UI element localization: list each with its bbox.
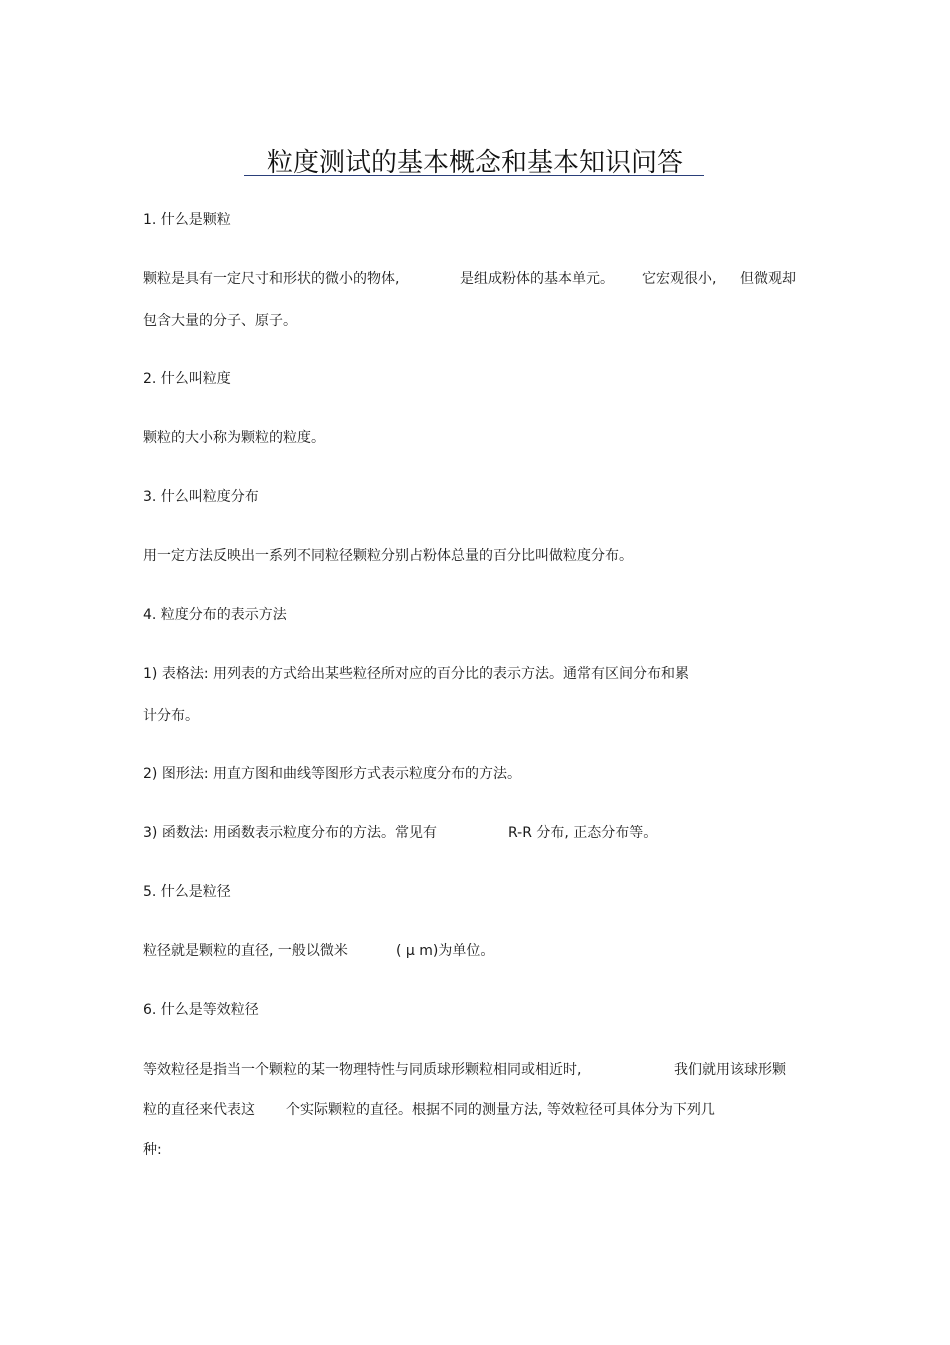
answer-1-segment-4: 但微观却	[740, 271, 796, 287]
answer-1-segment-3: 它宏观很小,	[642, 271, 717, 287]
answer-6-line-1-segment-1: 等效粒径是指当一个颗粒的某一物理特性与同质球形颗粒相同或相近时,	[143, 1062, 582, 1078]
item-3-segment-1: 3) 函数法: 用函数表示粒度分布的方法。常见有	[143, 825, 437, 841]
answer-6-line-2-segment-1: 粒的直径来代表这	[143, 1102, 255, 1118]
question-5-heading: 5. 什么是粒径	[143, 884, 231, 900]
question-2-heading: 2. 什么叫粒度	[143, 371, 231, 387]
question-5-answer	[143, 941, 543, 961]
question-6-answer-line-1	[143, 1060, 803, 1080]
question-1-answer-line-2: 包含大量的分子、原子。	[143, 313, 297, 329]
question-6-answer-line-3: 种:	[143, 1142, 162, 1158]
answer-5-segment-1: 粒径就是颗粒的直径, 一般以微米	[143, 943, 348, 959]
answer-5-segment-2: ( μ m)为单位。	[396, 943, 495, 959]
question-1-heading: 1. 什么是颗粒	[143, 212, 231, 228]
document-title: 粒度测试的基本概念和基本知识问答	[266, 148, 683, 178]
answer-1-segment-1: 颗粒是具有一定尺寸和形状的微小的物体,	[143, 271, 400, 287]
question-6-heading: 6. 什么是等效粒径	[143, 1002, 259, 1018]
question-6-answer-line-2	[143, 1100, 763, 1120]
question-4-item-3	[143, 823, 703, 843]
question-3-heading: 3. 什么叫粒度分布	[143, 489, 259, 505]
title-underline	[244, 175, 704, 176]
item-3-segment-2: R-R 分布, 正态分布等。	[508, 825, 658, 841]
question-4-item-1-line-1: 1) 表格法: 用列表的方式给出某些粒径所对应的百分比的表示方法。通常有区间分布和累	[143, 666, 689, 682]
question-2-answer: 颗粒的大小称为颗粒的粒度。	[143, 430, 325, 446]
question-4-item-1-line-2: 计分布。	[143, 708, 199, 724]
question-1-answer-line-1	[143, 269, 813, 289]
answer-1-segment-2: 是组成粉体的基本单元。	[460, 271, 614, 287]
question-3-answer: 用一定方法反映出一系列不同粒径颗粒分别占粉体总量的百分比叫做粒度分布。	[143, 548, 633, 564]
question-4-heading: 4. 粒度分布的表示方法	[143, 607, 287, 623]
answer-6-line-2-segment-2: 个实际颗粒的直径。根据不同的测量方法, 等效粒径可具体分为下列几	[286, 1102, 715, 1118]
answer-6-line-1-segment-2: 我们就用该球形颗	[674, 1062, 786, 1078]
question-4-item-2: 2) 图形法: 用直方图和曲线等图形方式表示粒度分布的方法。	[143, 766, 521, 782]
